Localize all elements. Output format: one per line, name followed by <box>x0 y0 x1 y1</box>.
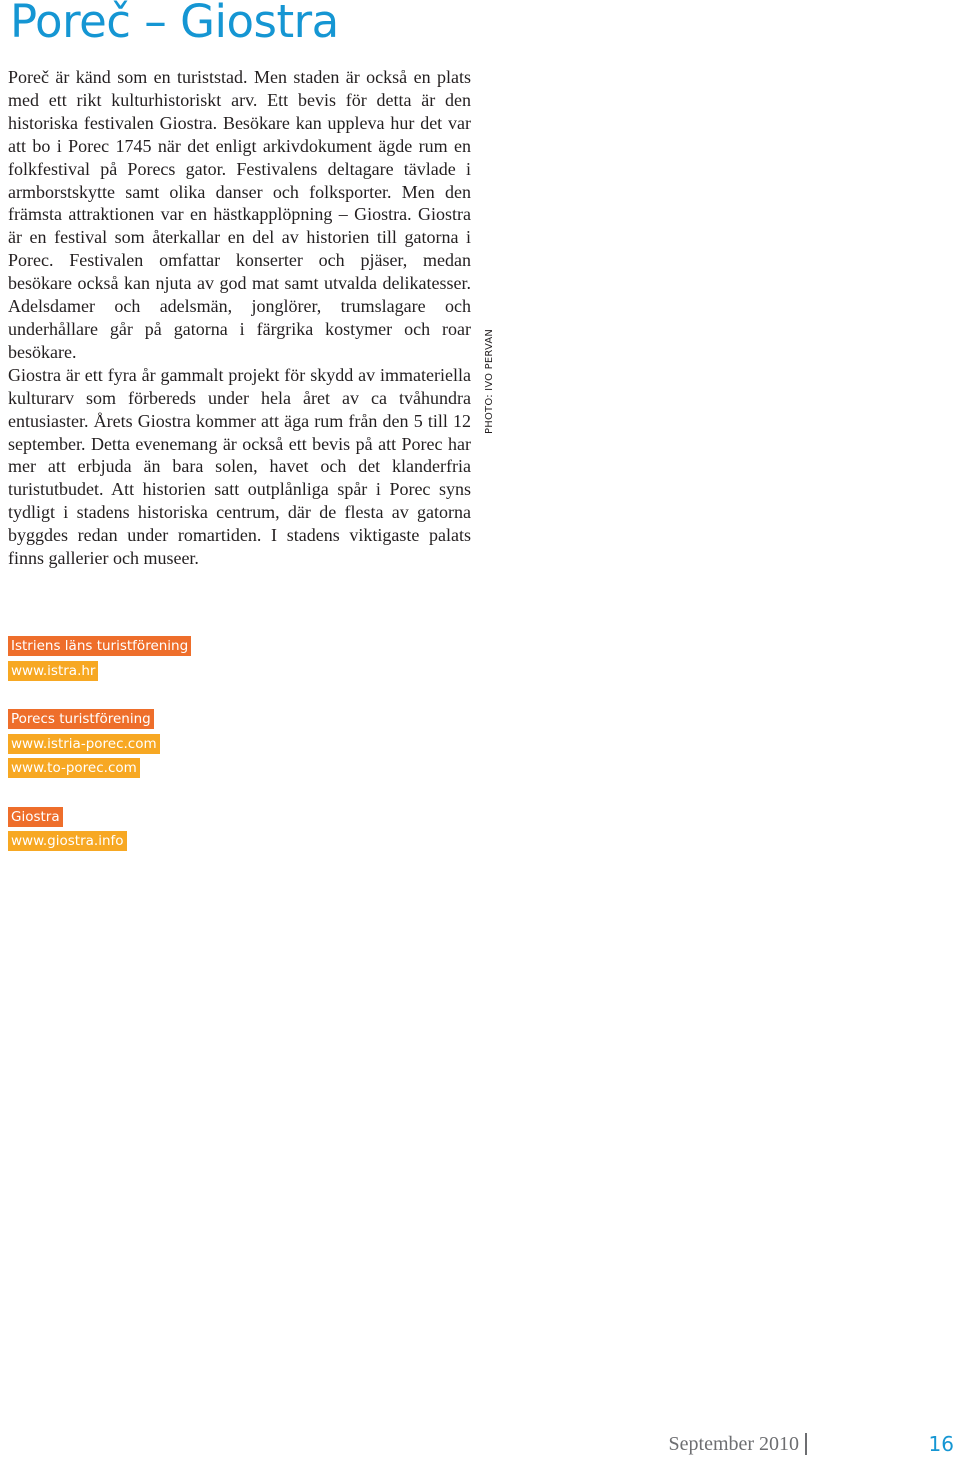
page-number: 16 <box>928 1432 954 1456</box>
link-group-istria <box>8 636 191 685</box>
footer-divider <box>805 1433 807 1455</box>
org-label-porec-tourism: Porecs turistförening <box>8 709 154 729</box>
article-paragraph-2: Giostra är ett fyra år gammalt projekt för skydd av immateriella kulturarv som förbereds under hela året av ca tvåhundra entusiaster. Årets Giostra kommer att äga rum från den 5 till 12 september. Detta evenemang är också ett bevis på att Porec har mer att erbjuda än bara solen, havet och det klanderfria turistutbudet. Att historien satt outplånliga spår i Porec syns tydligt i stadens historiska centrum, där de flesta av gatorna byggdes redan under romartiden. I stadens viktigaste palats finns gallerier och museer. <box>8 364 471 569</box>
org-label-giostra: Giostra <box>8 807 63 827</box>
link-group-giostra <box>8 807 191 856</box>
article-body <box>8 66 471 570</box>
link-istria-porec[interactable]: www.istria-porec.com <box>8 734 160 754</box>
link-group-porec <box>8 709 191 783</box>
link-istra-hr[interactable]: www.istra.hr <box>8 661 98 681</box>
link-to-porec[interactable]: www.to-porec.com <box>8 758 140 778</box>
issue-date: September 2010 <box>668 1432 800 1455</box>
page-footer <box>669 1432 954 1456</box>
article-title: Poreč – Giostra <box>10 0 339 48</box>
article-paragraph-1: Poreč är känd som en turiststad. Men staden är också en plats med ett rikt kulturhistoriskt arv. Ett bevis för detta är den historiska festivalen Giostra. Besökare kan uppleva hur det var att bo i Porec 1745 när det enligt arkivdokument ägde rum en folkfestival på Porecs gator. Festivalens deltagare tävlade i armborstskytte samt olika danser och folksporter. Men den främsta attraktionen var en hästkapplöpning – Giostra. Giostra är en festival som återkallar en del av historien till gatorna i Porec. Festivalen omfattar konserter och pjäser, medan besökare också kan njuta av god mat samt utvalda delikatesser. Adelsdamer och adelsmän, jonglörer, trumslagare och underhållare går på gatorna i färgrika kostymer och roar besökare. <box>8 67 471 362</box>
contact-links <box>8 636 191 880</box>
photo-credit: PHOTO: IVO PERVAN <box>484 328 495 434</box>
org-label-istria-tourism: Istriens läns turistförening <box>8 636 191 656</box>
link-giostra-info[interactable]: www.giostra.info <box>8 831 127 851</box>
